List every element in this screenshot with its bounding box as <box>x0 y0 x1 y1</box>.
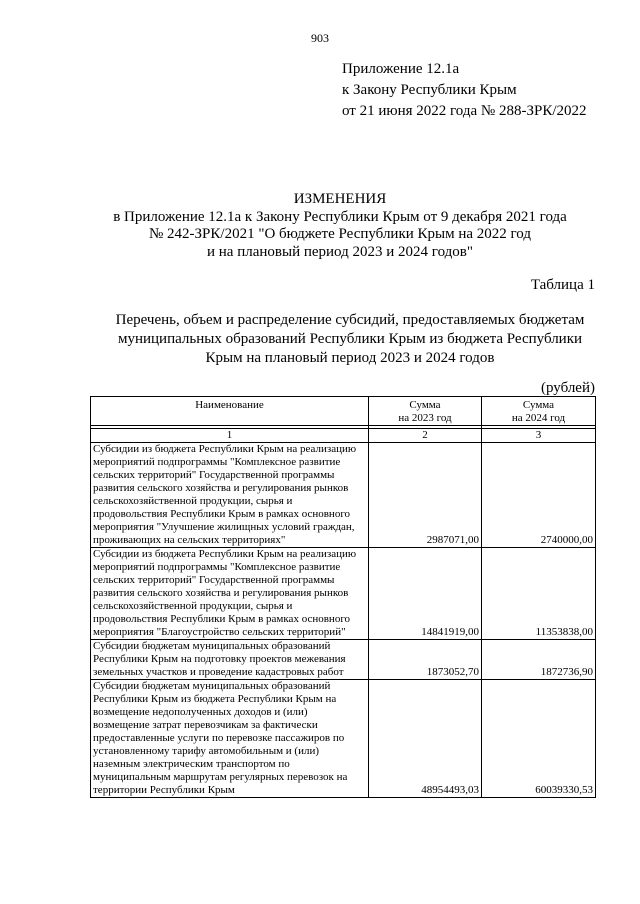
header-sum-2023-line-2: на 2023 год <box>398 412 452 424</box>
table-row <box>91 443 596 548</box>
column-numbers-row <box>91 429 596 443</box>
subtitle-line-1: Перечень, объем и распределение субсидий, предоставляемых бюджетам <box>115 312 585 328</box>
row-sum-2023: 48954493,03 <box>369 680 482 798</box>
row-name: Субсидии из бюджета Республики Крым на реализацию мероприятий подпрограммы "Комплексное развитие сельских территорий" Государственной программы развития сельского хозяйства и регулирования рынков сельскохозяйственной продукции, сырья и продовольствия Республики Крым в рамках основного мероприятия "Благоустройство сельских территорий" <box>91 548 369 640</box>
header-sum-2024-line-1: Сумма <box>522 399 555 411</box>
column-number-2: 2 <box>369 429 482 443</box>
appendix-line-2: к Закону Республики Крым <box>342 82 517 98</box>
table-row <box>91 680 596 798</box>
appendix-line-1: Приложение 12.1а <box>342 61 460 77</box>
title-line-1: ИЗМЕНЕНИЯ <box>293 191 387 207</box>
header-sum-2024-line-2: на 2024 год <box>511 412 566 424</box>
table-row <box>91 640 596 680</box>
row-sum-2024: 2740000,00 <box>482 443 596 548</box>
subtitle-line-2: муниципальных образований Республики Крым из бюджета Республики <box>117 331 583 347</box>
table-row <box>91 548 596 640</box>
row-sum-2023: 1873052,70 <box>369 640 482 680</box>
subsidies-table <box>90 396 596 798</box>
row-name: Субсидии из бюджета Республики Крым на реализацию мероприятий подпрограммы "Комплексное развитие сельских территорий" Государственной программы развития сельского хозяйства и регулирования рынков сельскохозяйственной продукции, сырья и продовольствия Республики Крым в рамках основного мероприятия "Улучшение жилищных условий граждан, проживающих на сельских территориях" <box>91 443 369 548</box>
appendix-reference <box>342 59 587 122</box>
table-header-row <box>91 397 596 426</box>
header-sum-2024 <box>482 397 596 426</box>
title-line-3: № 242-ЗРК/2021 "О бюджете Республики Крым на 2022 год <box>148 226 532 242</box>
column-number-3: 3 <box>482 429 596 443</box>
row-sum-2024: 1872736,90 <box>482 640 596 680</box>
row-sum-2023: 2987071,00 <box>369 443 482 548</box>
title-line-4: и на плановый период 2023 и 2024 годов" <box>207 243 473 260</box>
units-label: (рублей) <box>540 380 595 396</box>
row-name: Субсидии бюджетам муниципальных образований Республики Крым из бюджета Республики Крым на возмещение недополученных доходов и (или) возмещение затрат перевозчикам за фактически предоставленные услуги по перевозке пассажиров по установленному тарифу автомобильным и (или) наземным электрическим транспортом по муниципальным маршрутам регулярных перевозок на территории Республики Крым <box>91 680 369 798</box>
header-sum-2023-line-1: Сумма <box>409 399 441 411</box>
table-subtitle <box>90 311 610 368</box>
table-label: Таблица 1 <box>530 277 595 293</box>
document-title <box>80 191 600 261</box>
appendix-line-3: от 21 июня 2022 года № 288-ЗРК/2022 <box>342 103 587 119</box>
row-sum-2023: 14841919,00 <box>369 548 482 640</box>
row-name: Субсидии бюджетам муниципальных образований Республики Крым на подготовку проектов межевания земельных участков и проведение кадастровых работ <box>91 640 369 680</box>
column-number-1: 1 <box>91 429 369 443</box>
title-line-2: в Приложение 12.1а к Закону Республики Крым от 9 декабря 2021 года <box>113 208 567 225</box>
row-sum-2024: 11353838,00 <box>482 548 596 640</box>
row-sum-2024: 60039330,53 <box>482 680 596 798</box>
subtitle-line-3: Крым на плановый период 2023 и 2024 годов <box>205 350 495 366</box>
header-name: Наименование <box>91 397 369 426</box>
page-number: 903 <box>311 31 329 45</box>
header-sum-2023 <box>369 397 482 426</box>
